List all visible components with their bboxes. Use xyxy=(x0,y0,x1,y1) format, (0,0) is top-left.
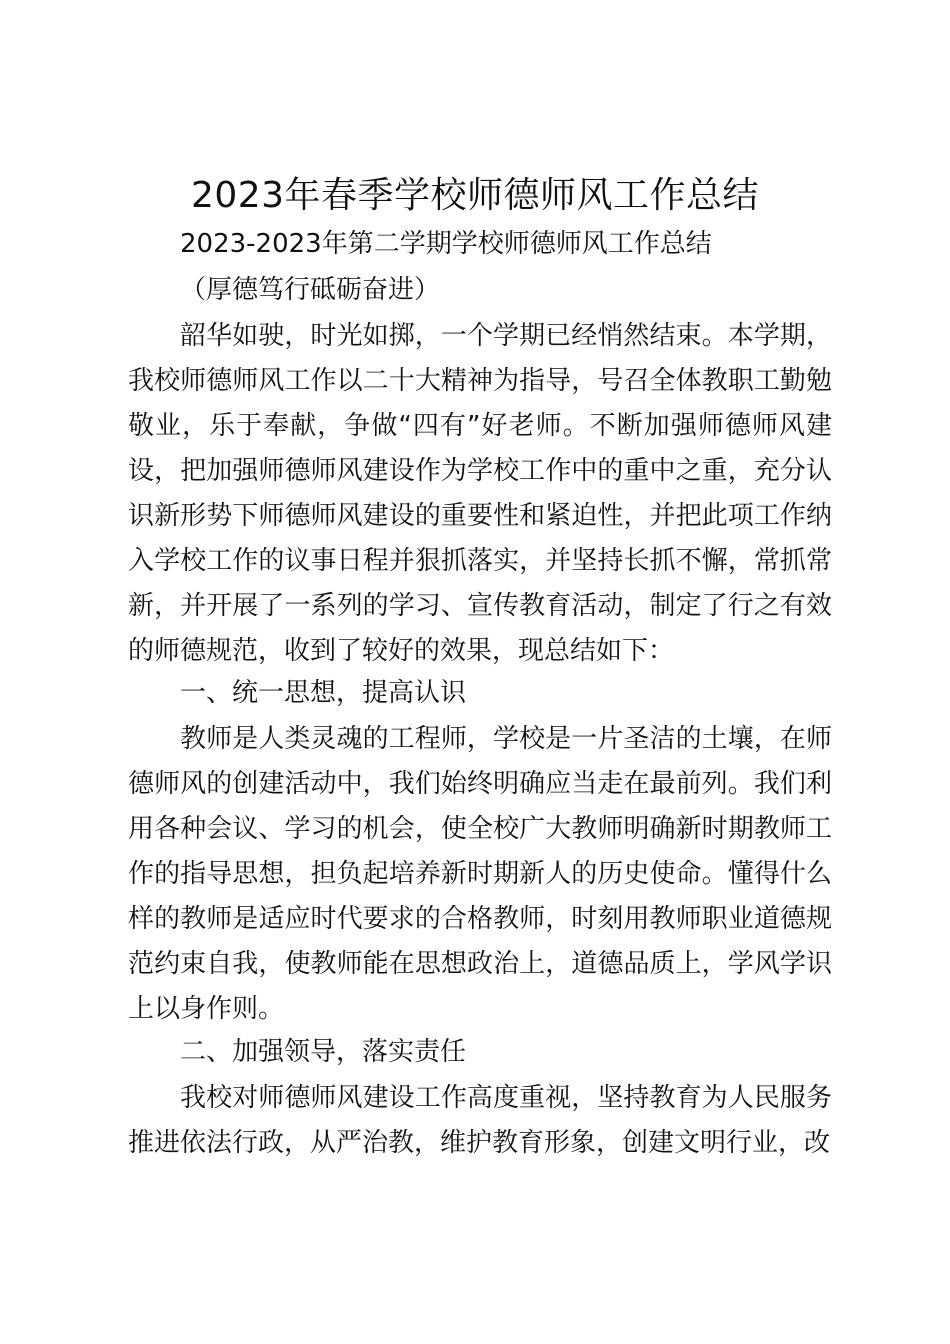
section-paragraph-2: 我校对师德师风建设工作高度重视，坚持教育为人民服务推进依法行政，从严治教，维护教育形象，创建文明行业，改 xyxy=(128,1083,832,1158)
document-subtitle: 2023-2023年第二学期学校师德师风工作总结 xyxy=(180,229,712,259)
section-heading-2: 二、加强领导，落实责任 xyxy=(180,1037,467,1067)
section-paragraph-1: 教师是人类灵魂的工程师，学校是一片圣洁的土壤，在师德师风的创建活动中，我们始终明确应当走在最前列。我们利用各种会议、学习的机会，使全校广大教师明确新时期教师工作的指导思想，担负起培养新时期新人的历史使命。懂得什么样的教师是适应时代要求的合格教师，时刻用教师职业道德规范约束自我，使教师能在思想政治上，道德品质上，学风学识上以身作则。 xyxy=(128,724,832,1024)
intro-paragraph: 韶华如驶，时光如掷，一个学期已经悄然结束。本学期，我校师德师风工作以二十大精神为指导，号召全体教职工勤勉敬业，乐于奉献，争做“四有”好老师。不断加强师德师风建设，把加强师德师风建设作为学校工作中的重中之重，充分认识新形势下师德师风建设的重要性和紧迫性，并把此项工作纳入学校工作的议事日程并狠抓落实，并坚持长抓不懈，常抓常新，并开展了一系列的学习、宣传教育活动，制定了行之有效的师德规范，收到了较好的效果，现总结如下： xyxy=(128,321,832,666)
document-title: 2023年春季学校师德师风工作总结 xyxy=(190,175,760,216)
section-heading-1: 一、统一思想，提高认识 xyxy=(180,678,467,708)
document-motto: （厚德笃行砥砺奋进） xyxy=(180,275,441,305)
